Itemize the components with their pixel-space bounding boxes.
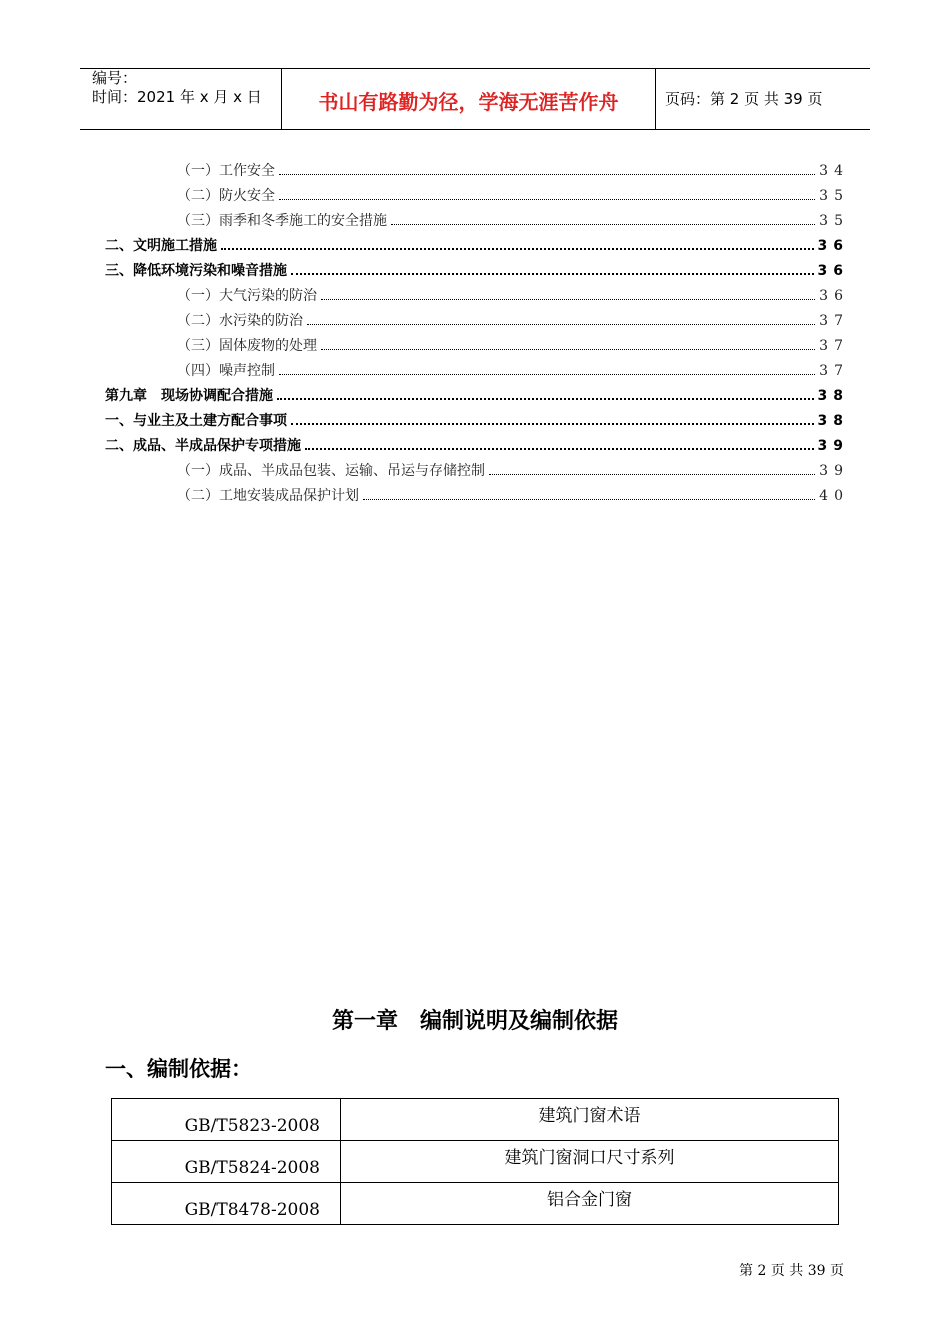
toc-entry[interactable] [105,460,849,485]
toc-entry-page: 35 [819,188,849,204]
standard-code: GB/T8478-2008 [112,1183,341,1225]
toc-entry-title: 二、成品、半成品保护专项措施 [105,438,301,454]
toc-entry-title: （四）噪声控制 [177,363,275,379]
toc-entry[interactable] [105,385,849,410]
toc-entry-page: 36 [817,263,849,279]
toc-entry-title: （一）成品、半成品包装、运输、吊运与存储控制 [177,463,485,479]
page-footer: 第 2 页 共 39 页 [739,1263,844,1279]
toc-entry[interactable] [105,160,849,185]
table-row [112,1141,839,1183]
toc-entry-page: 34 [819,163,849,179]
standard-code: GB/T5823-2008 [112,1099,341,1141]
toc-entry[interactable] [105,360,849,385]
toc-entry-page: 40 [819,488,849,504]
toc-entry[interactable] [105,235,849,260]
toc-entry-title: （二）防火安全 [177,188,275,204]
chapter-title: 第一章 编制说明及编制依据 [331,1009,618,1034]
toc-leader [489,473,815,475]
toc-entry[interactable] [105,410,849,435]
toc-entry[interactable] [105,185,849,210]
toc-entry-title: 二、文明施工措施 [105,238,217,254]
toc-leader [221,247,814,250]
table-row [112,1099,839,1141]
header-divider-right [655,68,656,130]
toc-entry[interactable] [105,435,849,460]
toc-entry[interactable] [105,310,849,335]
toc-entry-page: 35 [819,213,849,229]
toc-leader [279,373,815,375]
toc-entry-title: （二）水污染的防治 [177,313,303,329]
toc-entry-page: 39 [819,463,849,479]
toc-entry-page: 38 [817,413,849,429]
header-page-number: 页码：第 2 页 共 39 页 [665,90,823,108]
toc-leader [277,397,814,400]
toc-leader [391,223,815,225]
toc-leader [307,323,815,325]
section-title: 一、编制依据： [105,1057,252,1081]
toc-leader [279,173,815,175]
toc-entry-title: （一）工作安全 [177,163,275,179]
toc-leader [321,348,815,350]
toc-entry-page: 37 [819,363,849,379]
toc-entry-title: 一、与业主及土建方配合事项 [105,413,287,429]
header-motto: 书山有路勤为径，学海无涯苦作舟 [318,90,619,114]
header-meta [92,69,262,107]
toc-entry[interactable] [105,485,849,510]
toc-leader [321,298,815,300]
toc-entry[interactable] [105,210,849,235]
standard-name: 建筑门窗洞口尺寸系列 [341,1141,839,1183]
standard-code: GB/T5824-2008 [112,1141,341,1183]
toc-entry[interactable] [105,285,849,310]
toc-leader [291,422,814,425]
toc-entry[interactable] [105,260,849,285]
toc-entry-title: 三、降低环境污染和噪音措施 [105,263,287,279]
toc-entry-page: 36 [819,288,849,304]
document-time-label: 时间：2021 年 x 月 x 日 [92,88,262,106]
toc-entry-title: （二）工地安装成品保护计划 [177,488,359,504]
toc-entry-title: 第九章 现场协调配合措施 [105,388,273,404]
table-row [112,1183,839,1225]
toc-leader [305,447,814,450]
toc-entry-title: （三）固体废物的处理 [177,338,317,354]
toc-entry-title: （三）雨季和冬季施工的安全措施 [177,213,387,229]
toc-entry-page: 36 [817,238,849,254]
toc-leader [279,198,815,200]
toc-entry-title: （一）大气污染的防治 [177,288,317,304]
table-of-contents [105,160,849,510]
toc-entry-page: 37 [819,338,849,354]
toc-leader [291,272,814,275]
toc-entry[interactable] [105,335,849,360]
toc-entry-page: 37 [819,313,849,329]
toc-entry-page: 39 [817,438,849,454]
header-bottom-rule [80,129,870,130]
standards-table [111,1098,839,1225]
standard-name: 铝合金门窗 [341,1183,839,1225]
toc-leader [363,498,815,500]
standard-name: 建筑门窗术语 [341,1099,839,1141]
document-number-label: 编号： [92,69,138,87]
toc-entry-page: 38 [817,388,849,404]
